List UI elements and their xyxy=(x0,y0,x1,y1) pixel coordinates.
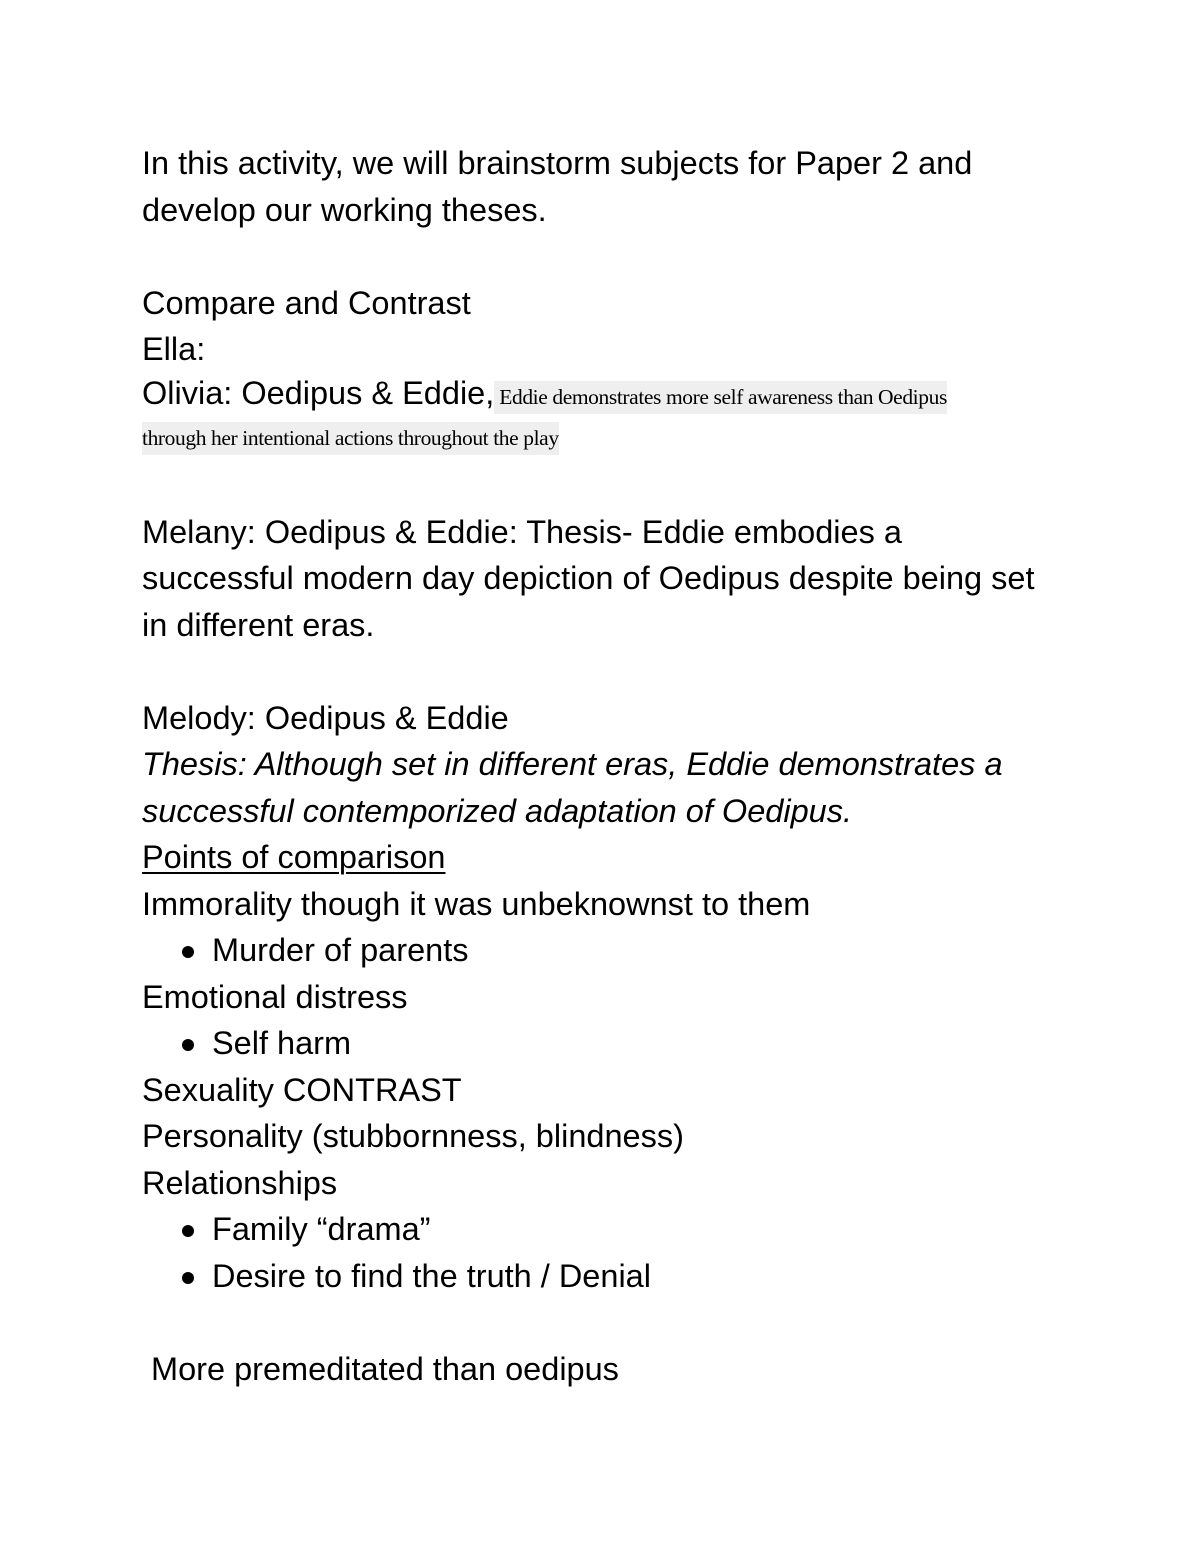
point-item: Immorality though it was unbeknownst to them xyxy=(142,885,811,922)
point-item: Sexuality CONTRAST xyxy=(142,1071,462,1108)
intro-paragraph: In this activity, we will brainstorm subjects for Paper 2 and develop our working theses. xyxy=(142,145,973,228)
melody-label: Melody: Oedipus & Eddie xyxy=(142,699,509,736)
melody-thesis: Thesis: Although set in different eras, Eddie demonstrates a successful contemporized adaptation of Oedipus. xyxy=(142,746,1003,829)
bullet-text: Family “drama” xyxy=(212,1211,431,1247)
spacer xyxy=(142,455,1062,509)
olivia-note-line2: through her intentional actions throughout the play xyxy=(142,422,559,455)
bullet-icon xyxy=(182,946,194,958)
spacer xyxy=(142,648,1062,695)
ella-entry: Ella: xyxy=(142,331,206,367)
points-heading-text: Points of comparison xyxy=(142,839,446,875)
bullet-item xyxy=(142,1206,1062,1253)
point-item: Emotional distress xyxy=(142,978,408,1015)
melany-entry: Melany: Oedipus & Eddie: Thesis- Eddie embodies a successful modern day depiction of Oedipus despite being set in different eras. xyxy=(142,513,1035,643)
spacer xyxy=(142,1299,1062,1346)
bullet-item xyxy=(142,1253,1062,1300)
bullet-item xyxy=(142,927,1062,974)
bullet-text: Desire to find the truth / Denial xyxy=(212,1257,651,1294)
olivia-entry xyxy=(142,373,1062,455)
document-page xyxy=(142,140,1062,1392)
section-title: Compare and Contrast xyxy=(142,284,471,321)
point-item: Relationships xyxy=(142,1164,338,1201)
bullet-icon xyxy=(182,1225,194,1237)
bullet-text: Self harm xyxy=(212,1025,352,1061)
olivia-note-line1: Eddie demonstrates more self awareness than Oedipus xyxy=(494,381,947,414)
olivia-label: Olivia: Oedipus & Eddie xyxy=(142,374,486,411)
closing-note: More premeditated than oedipus xyxy=(151,1350,619,1387)
bullet-item xyxy=(142,1020,1062,1067)
spacer xyxy=(142,233,1062,280)
bullet-text: Murder of parents xyxy=(212,932,469,968)
point-item: Personality (stubbornness, blindness) xyxy=(142,1118,684,1154)
bullet-icon xyxy=(182,1272,194,1284)
bullet-icon xyxy=(182,1039,194,1051)
olivia-comma: , xyxy=(485,374,495,411)
points-heading xyxy=(142,834,1062,881)
